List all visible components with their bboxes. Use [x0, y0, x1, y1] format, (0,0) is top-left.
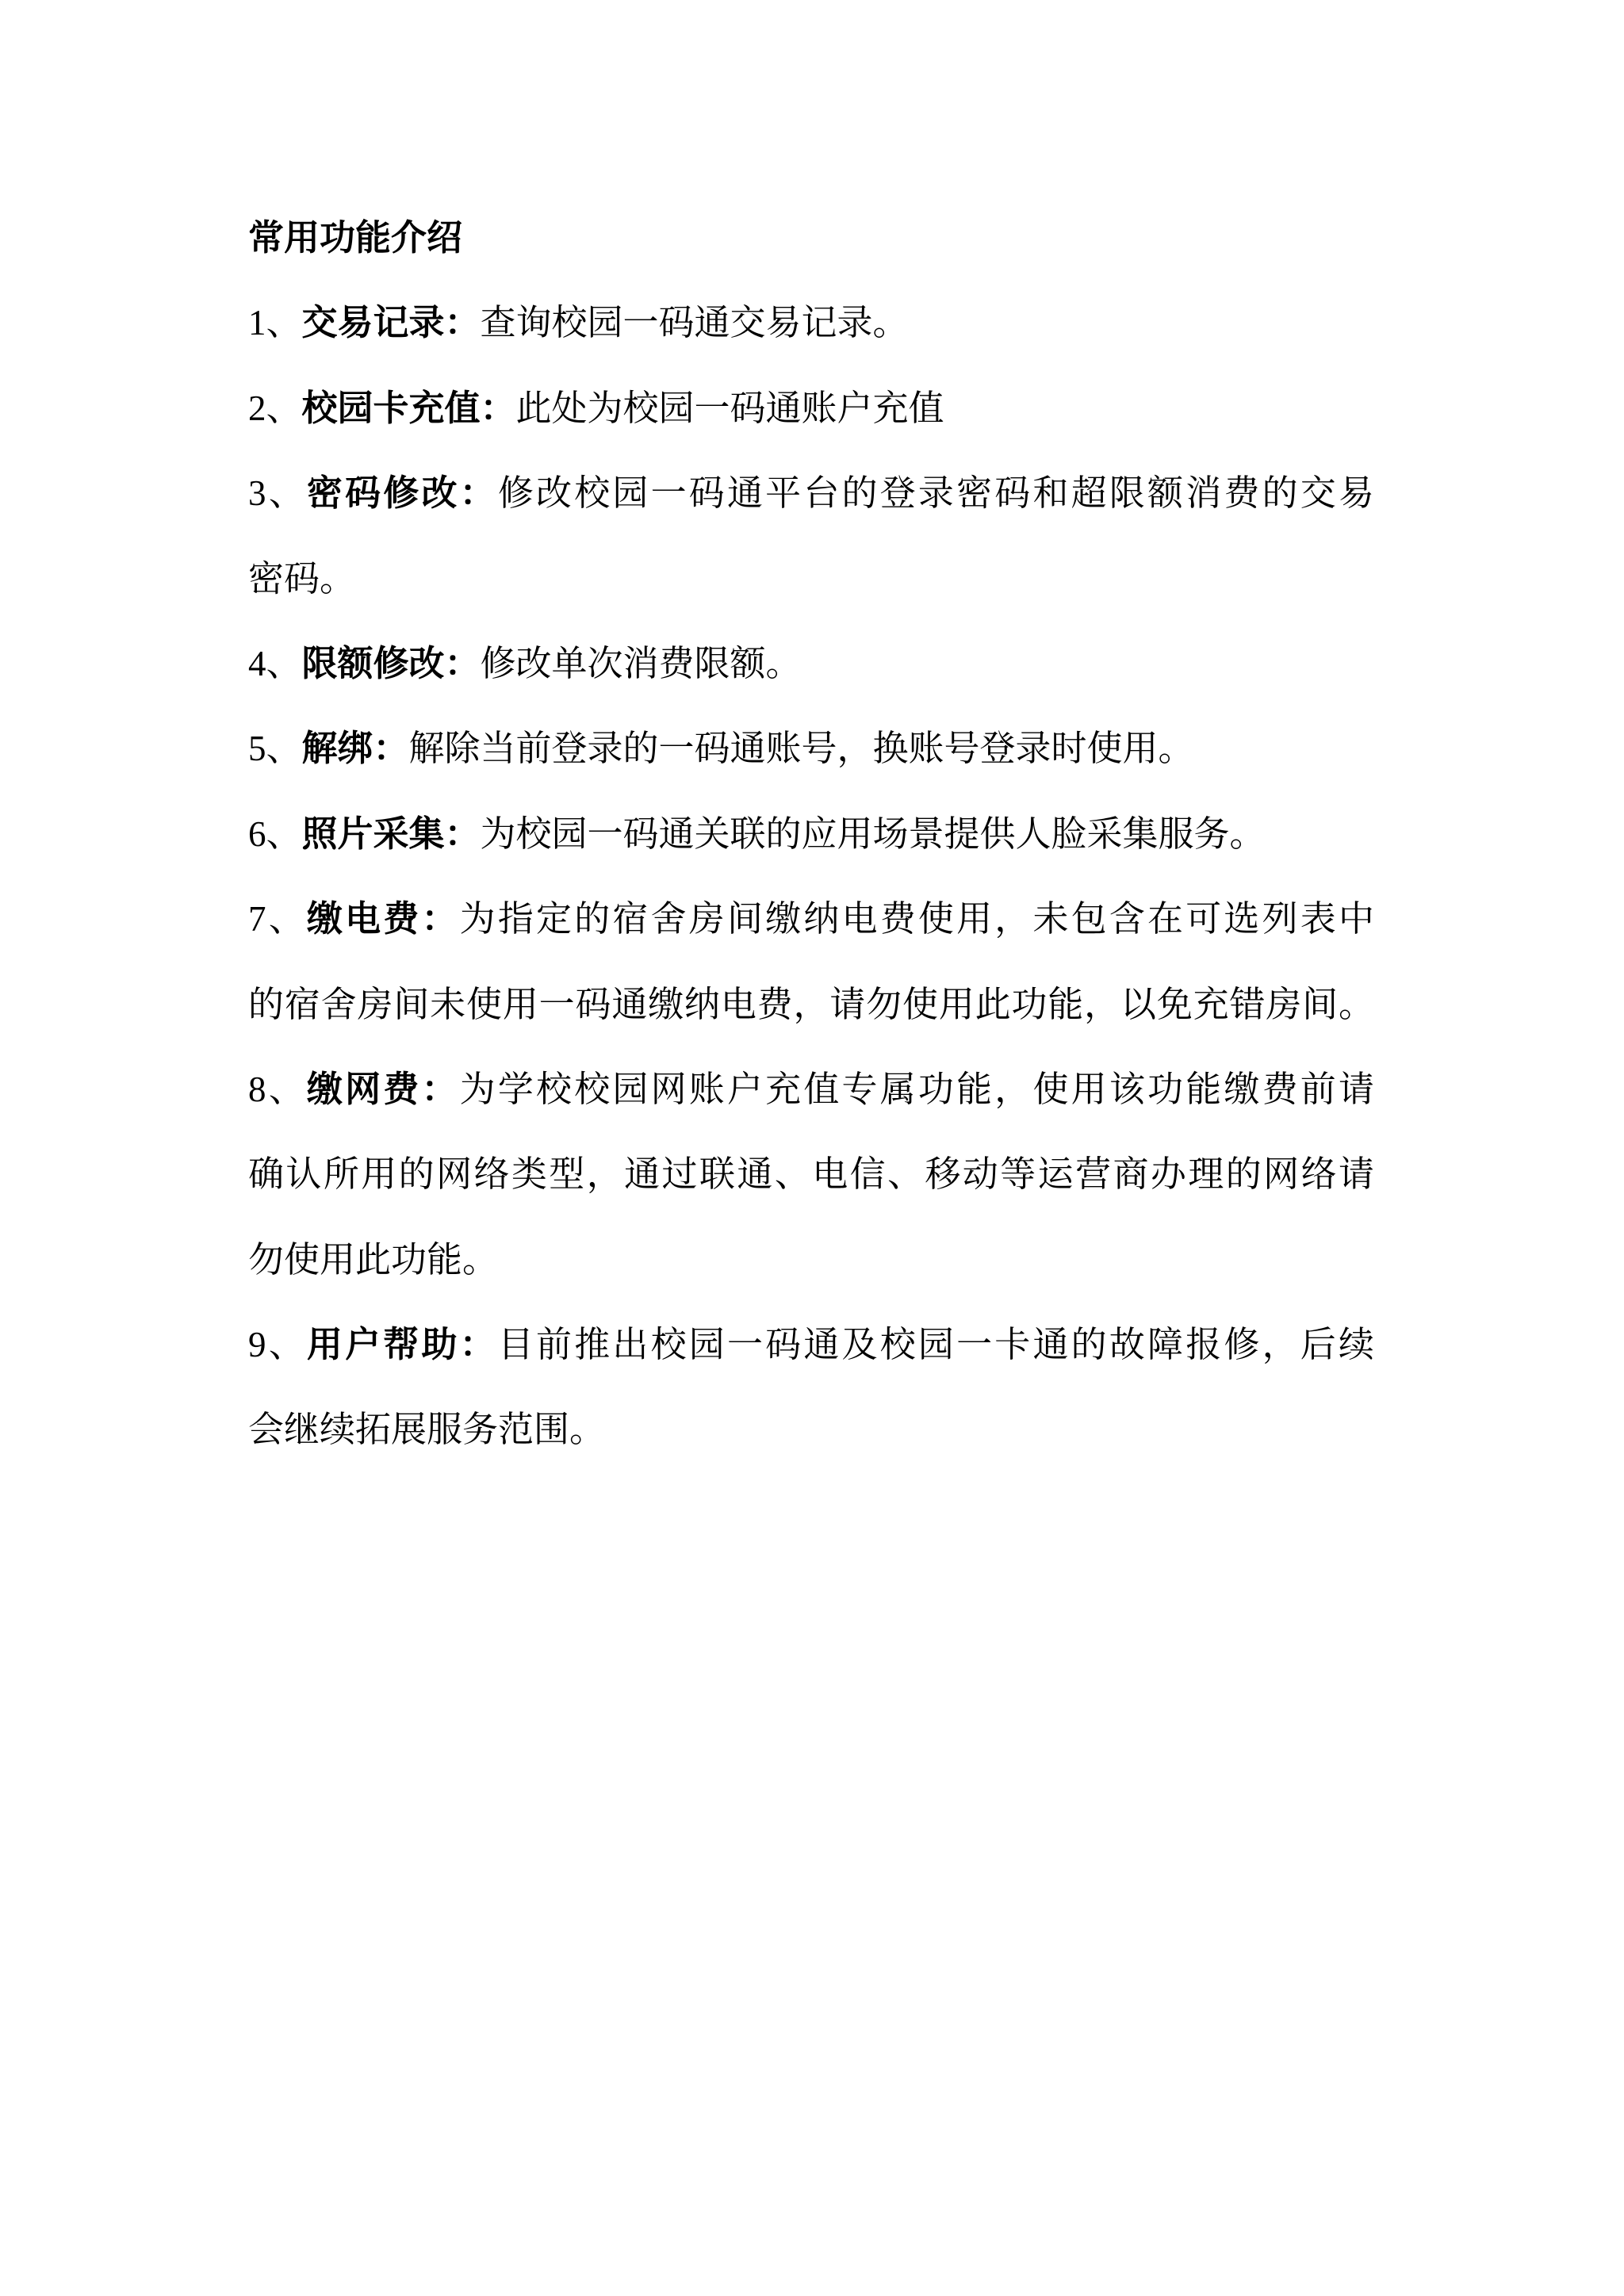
- list-item: [248, 622, 1374, 706]
- item-number: 3、: [248, 473, 307, 514]
- item-description: 此处为校园一码通账户充值: [515, 388, 944, 428]
- item-label: 缴电费：: [306, 899, 460, 939]
- item-label: 缴网费：: [306, 1069, 460, 1109]
- item-number: 1、: [248, 303, 302, 343]
- item-description: 修改单次消费限额。: [480, 643, 802, 683]
- item-label: 解绑：: [301, 729, 409, 769]
- feature-list: [248, 281, 1374, 1472]
- list-item-first-line: [248, 706, 1374, 791]
- list-item-continuation-line: 的宿舍房间未使用一码通缴纳电费，请勿使用此功能，以免充错房间。: [248, 984, 1374, 1024]
- list-item-continuation-line: 会继续拓展服务范围。: [248, 1410, 606, 1450]
- item-description: 解除当前登录的一码通账号，换账号登录时使用。: [408, 729, 1194, 769]
- list-item: [248, 366, 1374, 451]
- item-number: 4、: [248, 643, 302, 683]
- item-number: 9、: [248, 1325, 307, 1365]
- item-label: 密码修改：: [306, 473, 498, 514]
- list-item-first-line: [248, 1303, 1374, 1387]
- document-title: 常用功能介绍: [248, 218, 463, 258]
- list-item-first-line: [248, 622, 1374, 706]
- item-description: 查询校园一码通交易记录。: [480, 303, 909, 343]
- item-description: 为校园一码通关联的应用场景提供人脸采集服务。: [480, 813, 1266, 854]
- list-item: [248, 281, 1374, 365]
- item-label: 用户帮助：: [306, 1325, 498, 1365]
- item-number: 5、: [248, 729, 302, 769]
- item-description: 为指定的宿舍房间缴纳电费使用，未包含在可选列表中: [459, 899, 1374, 939]
- item-label: 限额修改：: [301, 643, 481, 683]
- list-item-first-line: [248, 281, 1374, 365]
- list-item: [248, 1303, 1374, 1473]
- list-item: [248, 877, 1374, 1047]
- list-item: [248, 1047, 1374, 1303]
- list-item-first-line: [248, 366, 1374, 451]
- document-content: [248, 196, 1374, 1473]
- list-item: [248, 706, 1374, 791]
- list-item-continuation-line: 勿使用此功能。: [248, 1239, 499, 1280]
- item-number: 6、: [248, 813, 302, 854]
- item-number: 2、: [248, 388, 302, 428]
- item-label: 交易记录：: [301, 303, 481, 343]
- item-description: 修改校园一码通平台的登录密码和超限额消费的交易: [497, 473, 1374, 514]
- list-item-first-line: [248, 1047, 1374, 1132]
- item-description: 为学校校园网账户充值专属功能，使用该功能缴费前请: [459, 1069, 1374, 1109]
- item-number: 8、: [248, 1069, 307, 1109]
- list-item-first-line: [248, 451, 1374, 536]
- list-item-first-line: [248, 792, 1374, 877]
- list-item: [248, 792, 1374, 877]
- list-item-continuation-line: 密码。: [248, 558, 356, 599]
- list-item-continuation-line: 确认所用的网络类型，通过联通、电信、移动等运营商办理的网络请: [248, 1154, 1374, 1195]
- item-number: 7、: [248, 899, 307, 939]
- list-item: [248, 451, 1374, 622]
- item-label: 照片采集：: [301, 813, 481, 854]
- item-description: 目前推出校园一码通及校园一卡通的故障报修，后续: [497, 1325, 1374, 1365]
- item-label: 校园卡充值：: [301, 388, 516, 428]
- list-item-first-line: [248, 877, 1374, 962]
